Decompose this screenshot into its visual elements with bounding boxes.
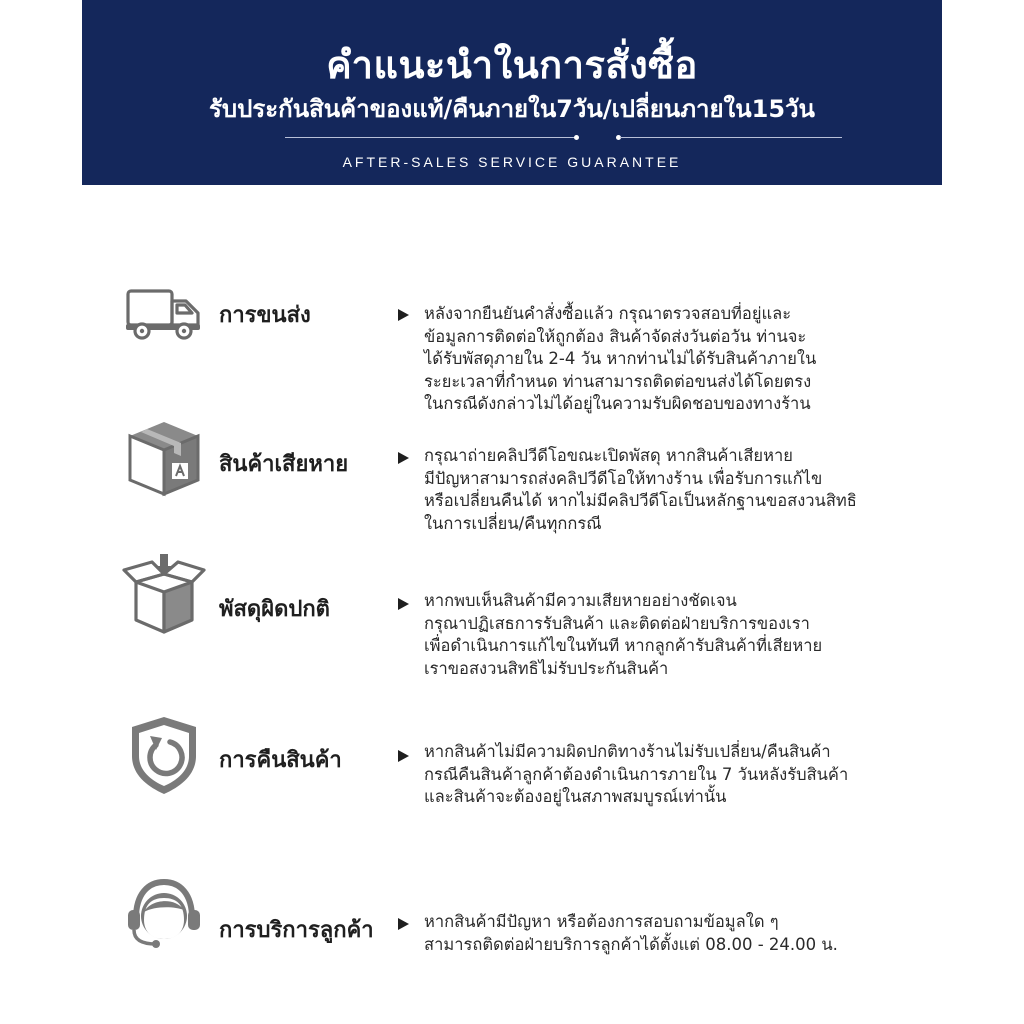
return-shield-icon [122,714,206,798]
description-line: เราขอสงวนสิทธิไม่รับประกันสินค้า [424,658,669,678]
section-title: สินค้าเสียหาย [219,452,349,477]
section-description [424,303,944,416]
divider-line-left [285,137,575,138]
description-line: ระยะเวลาที่กำหนด ท่านสามารถติดต่อขนส่งได้โดยตรง [424,371,812,391]
section-description [424,445,944,535]
description-line: ในกรณีดังกล่าวไม่ได้อยู่ในความรับผิดชอบของทางร้าน [424,394,811,413]
section-title: พัสดุผิดปกติ [219,597,330,622]
description-line: ข้อมูลการติดต่อให้ถูกต้อง สินค้าจัดส่งวันต่อวัน ท่านจะ [424,326,807,346]
description-line: หากสินค้ามีปัญหา หรือต้องการสอบถามข้อมูลใด ๆ [424,912,779,931]
description-line: หากพบเห็นสินค้ามีความเสียหายอย่างชัดเจน [424,591,737,610]
description-line: กรณีคืนสินค้าลูกค้าต้องดำเนินการภายใน 7 วันหลังรับสินค้า [424,764,849,784]
section-description [424,590,944,680]
page-subtitle: รับประกันสินค้าของแท้/คืนภายใน7วัน/เปลี่ยนภายใน15วัน [209,95,815,123]
divider-dot [574,135,579,140]
description-line: กรุณาถ่ายคลิปวีดีโอขณะเปิดพัสดุ หากสินค้าเสียหาย [424,446,793,465]
description-line: กรุณาปฏิเสธการรับสินค้า และติดต่อฝ่ายบริการของเรา [424,613,810,633]
description-line: เพื่อดำเนินการแก้ไขในทันที หากลูกค้ารับสินค้าที่เสียหาย [424,636,823,655]
header-banner [82,0,942,185]
damaged-box-icon [122,416,206,500]
section-title: การบริการลูกค้า [219,918,374,943]
bullet-arrow-icon [398,750,409,762]
description-line: หลังจากยืนยันคำสั่งซื้อแล้ว กรุณาตรวจสอบที่อยู่และ [424,304,792,323]
divider-line-right [620,137,842,138]
banner-tagline: AFTER-SALES SERVICE GUARANTEE [342,154,682,170]
description-line: ได้รับพัสดุภายใน 2-4 วัน หากท่านไม่ได้รับสินค้าภายใน [424,349,817,368]
open-box-icon [122,552,206,636]
section-title: การคืนสินค้า [219,748,342,773]
description-line: และสินค้าจะต้องอยู่ในสภาพสมบูรณ์เท่านั้น [424,787,727,806]
description-line: หากสินค้าไม่มีความผิดปกติทางร้านไม่รับเปลี่ยน/คืนสินค้า [424,742,831,761]
bullet-arrow-icon [398,918,409,930]
bullet-arrow-icon [398,452,409,464]
description-line: ในการเปลี่ยน/คืนทุกกรณี [424,513,602,533]
description-line: สามารถติดต่อฝ่ายบริการลูกค้าได้ตั้งแต่ 08.00 - 24.00 น. [424,934,838,954]
section-description [424,911,944,956]
bullet-arrow-icon [398,309,409,321]
section-description [424,741,944,809]
delivery-truck-icon [122,275,206,359]
section-title: การขนส่ง [219,303,311,328]
description-line: หรือเปลี่ยนคืนได้ หากไม่มีคลิปวีดีโอเป็นหลักฐานขอสงวนสิทธิ [424,491,857,510]
page-title: คำแนะนำในการสั่งซื้อ [326,43,698,87]
headset-agent-icon [122,876,206,960]
description-line: มีปัญหาสามารถส่งคลิปวีดีโอให้ทางร้าน เพื่อรับการแก้ไข [424,468,823,488]
bullet-arrow-icon [398,598,409,610]
